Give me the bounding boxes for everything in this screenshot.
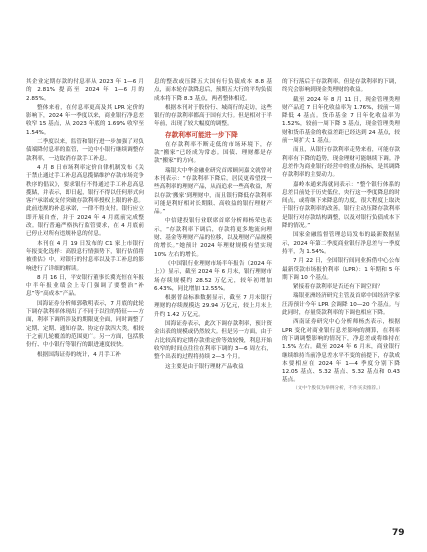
paragraph: 根据普益标准数据显示，截至 7 月末银行理财的存续规模达 29.94 万亿元，较上月末上升约 1.42 万亿元。 bbox=[154, 295, 272, 318]
paragraph: 二季度以来，监管和银行进一步加强了对负债端降付息率的监管，一边中小银行继续调整存款利率，一边取消存款手工补息。 bbox=[26, 139, 144, 162]
section-heading: 存款利率可能进一步下降 bbox=[165, 130, 238, 139]
paragraph: 嘉岭本通来海就同表示：“整个银行体系的息差目前处于历史低位，央行这一季度降息的时间点，或将继下来降息的力度，很大程度上取决于银行存款利率的改善。银行主动压降存款利率是银行对存款结构调整，以及对银行负债成本下降的情况。” bbox=[282, 181, 400, 230]
paragraph: 这主要是由于银行理财产品收益 bbox=[165, 363, 244, 370]
paragraph: 中信建投银行业联席首席分析师杨荣也表示，“存款利率下调后，存款将更多地流向理财、基金等理财产品的位移，以及理财产品规模的增长。”她预计 2024 年理财规模有望实现 10% 左右的增长。 bbox=[154, 218, 272, 258]
paragraph: 紧接着存款利率是否还有下调空间？ bbox=[293, 284, 383, 291]
middle-column bbox=[154, 78, 272, 372]
page-number: 79 bbox=[392, 528, 405, 538]
right-column bbox=[282, 78, 400, 393]
paragraph: 息的整改或压降五大国有行负债成本 8.8 基点，而本轮存款降息后，预期五大行的平均负债成本将下降 8.3 基点，两者整体相近。 bbox=[154, 79, 272, 102]
paragraph: 根据本刊对于股份行、城商行的走访，这些银行的存款利率都高于国有大行。但是相对于半年前，出现了较大幅度的调整。 bbox=[154, 104, 272, 128]
paragraph: 截至 2024 年 8 月 11 日，现金管理类理财产品近 7 日年化收益率为 1.76%，较前一周降低 4 基点。货币基金 7 日年化收益率为 1.52%，较前一周下降 3 基点，现金管理类理财和货币基金的收益差距已经达到 24 基点，较前一周扩大 1 基点。 bbox=[282, 96, 400, 145]
paragraph: 国家金融监督管理总局发布的最新数据显示，2024 年第二季度商业银行净息差与一季度持平，为 1.54%。 bbox=[282, 232, 400, 255]
left-column bbox=[26, 78, 144, 360]
paragraph: 国海证券分析师郭敬明表示，7 月底的此轮下调存款利率体现出了不同于以往的特征——方面，利率下调所涉及的期限更全面，同时调整了定期、定期、通知存款、协定存款四大类，相较于之前几轮覆盖的范围更广。另一方面，包括股份行、中小银行等银行的跟进速度较快。 bbox=[26, 300, 144, 349]
paragraph: 《中国银行业理财市场半年报告（2024 年上）》显示，截至 2024 年 6 月末，银行理财市场存续规模约 28.52 万亿元，较年初增加 6.43%，同比增加 12.55%。 bbox=[154, 260, 272, 292]
paragraph: 本刊在 4 月 19 日发布的 C1 家上市银行年报变化选样：高股息行情强势下，银行估值将被重估》中，对银行的付息率以及手工补息的影响进行了详细的解读。 bbox=[26, 240, 144, 272]
paragraph: 的下行落后于存款利率。但是存款利率的下调，终究会影响到现金类理财的收益。 bbox=[282, 79, 400, 94]
paragraph: 根据国海证券的统计，4 月手工补 bbox=[37, 351, 121, 358]
paragraph: 西南证券研究中心分析师杨杰表示，根据 LPR 变化对商业银行息差影响的测算，在利率的下调调整影响的情况下，净息差或将维持在 1.5% 左右。截至 2024 年 6 月末，商业银行继续维持当前净息差水平不变的前提下，存款成本要相应在 2024 年 1—4 季度分别下降 12.05 基点、5.32 基点、5.32 基点和 0.43 基点。 bbox=[282, 319, 400, 384]
paragraph: 在存款利率不断走低的市场环境下，存款“搬家”已经成为常态。国债、理财都是存款“搬家”的方向。 bbox=[154, 141, 272, 165]
paragraph: 8 月 16 日，平安银行董事长冀光恒在年报中半年报业绩会上专门强调了要整治“补息”等“高成本”产品。 bbox=[26, 274, 144, 298]
paragraph: 国海证券表示，此次下调存款利率，预计资金出表的规模或仍然较大。但是另一方面，由于占比较高的定期存款重定价等效较慢，利息开始收窄的时间点往往在利率下调的 3—6 周左右，整个出表的过程将持续 2—3 个月。 bbox=[154, 321, 272, 361]
paragraph: 4 月 8 日市场利率定价自律机制发布《关于禁止通过手工补息高息揽储维护存款市场竞争秩序的倡议》，要求银行不得通过手工补息高息揽储，并表示，即日起，银行不得以任何形式向客户承诺或支付突破存款利率授权上限的补息。此前违规的补息承诺，一律不得支付。银行应立即开展自查，并于 2024 年 4 月底前完成整改。银行普遍严格执行监管要求，在 4 月底前已停止对所有违规补息的付息。 bbox=[26, 164, 144, 238]
paragraph: 而且，从银行存款利率走势来看，可能存款利率有下降的趋势，现金理财可能继续下调。净息差作为商业银行经营中的重点指标，是其调降存款利率的主要动力。 bbox=[282, 147, 400, 179]
paragraph: 瑞银亚洲经济研究主管及首席中国经济学家汪涛预计今年 LPR 会调降 10—20 个基点。与此同时，存量贷款利率的下调也相应下降。 bbox=[282, 293, 400, 317]
disclaimer-note: （文中个股仅为举例分析，不作买卖推荐。） bbox=[293, 385, 383, 391]
paragraph: 瑞银大中华金融业研究首席顾问嘉文就曾对本刊表示：“存款利率下降后，居民更希望找一些高利率的理财产品，从而追求一些高收益，所以存款‘搬家’到理财中，而且银行降低存款利率可能是利好相对长期限、高收益的银行理财产品。” bbox=[154, 167, 272, 216]
paragraph: 其企业定期存款的付息率从 2023 年 1—6 月的 2.81% 提高至 2024 年 1—6 月的 2.85%。 bbox=[26, 79, 144, 102]
paragraph: 7 月 22 日，全国银行间同业拆借中心公布最新贷款市场报价利率（LPR）：1 年期和 5 年期下调 10 个基点。 bbox=[282, 258, 400, 281]
paragraph: 整体来看，在付息率更高及其 LPR 定价的影响下，2024 年一季度以来，商业银行净息差收窄 15 基点，从 2023 年底的 1.69% 收窄至 1.54%。 bbox=[26, 104, 144, 136]
